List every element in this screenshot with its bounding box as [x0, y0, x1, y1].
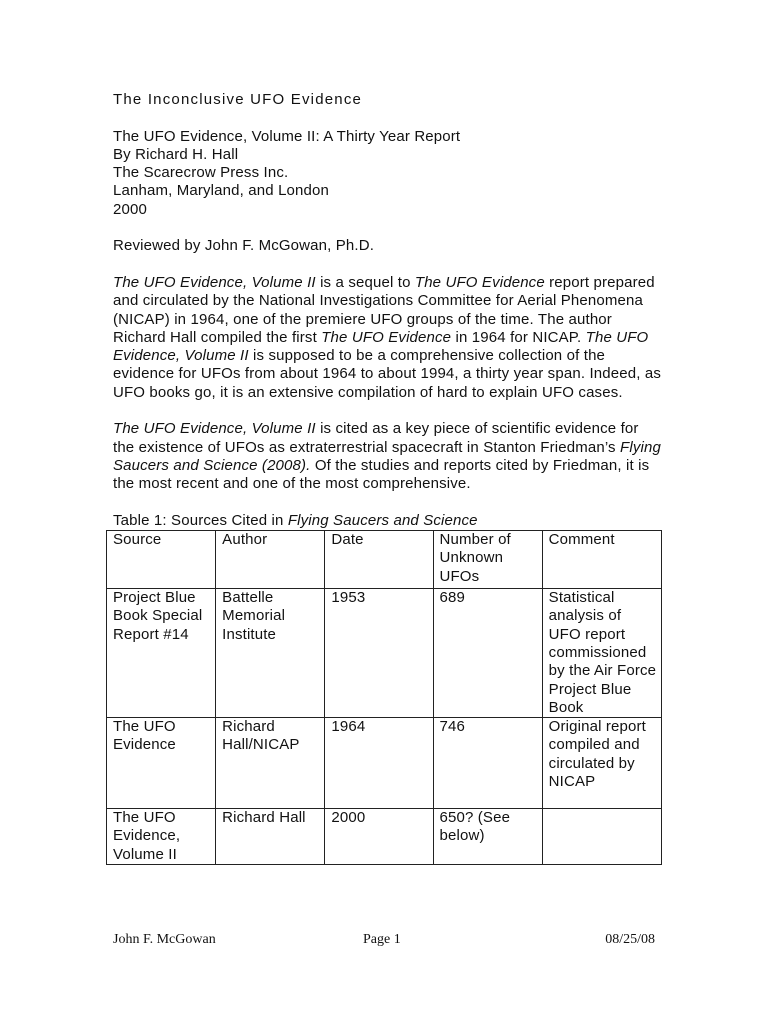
paragraph-1: The UFO Evidence, Volume II is a sequel to The UFO Evidence report prepared and circulated by the National Investigations Committee for Aerial Phenomena (NICAP) in 1964, one of the premiere UFO groups of the time. The author Richard Hall compiled the first The UFO Evidence in 1964 for NICAP. The UFO Evidence, Volume II is supposed to be a comprehensive collection of the evidence for UFOs from about 1964 to about 1994, a thirty year span. Indeed, as UFO books go, it is an extensive compilation of hard to explain UFO cases. [113, 273, 662, 401]
document-body [113, 91, 661, 865]
book-year: 2000 [113, 200, 147, 218]
cell-source: The UFO Evidence, Volume II [107, 809, 216, 865]
book-title: The UFO Evidence, Volume II: A Thirty Year Report [113, 127, 461, 145]
cell-date: 2000 [325, 809, 433, 865]
footer-author: John F. McGowan [113, 932, 216, 947]
header-source: Source [107, 531, 216, 589]
header-date: Date [325, 531, 433, 589]
footer-page-number: Page 1 [363, 932, 401, 947]
page-footer [113, 932, 655, 952]
book-author: By Richard H. Hall [113, 145, 239, 163]
cell-author: Richard Hall/NICAP [216, 718, 325, 809]
paragraph-2: The UFO Evidence, Volume II is cited as a key piece of scientific evidence for the existence of UFOs as extraterrestrial spacecraft in Stanton Friedman’s Flying Saucers and Science (2008). Of the studies and reports cited by Friedman, it is the most recent and one of the most comprehensive. [113, 420, 661, 493]
cell-comment [542, 809, 661, 865]
table-row [107, 718, 662, 809]
cell-comment: Statistical analysis of UFO report commissioned by the Air Force Project Blue Book [542, 589, 661, 718]
book-location: Lanham, Maryland, and London [113, 182, 330, 200]
cell-date: 1953 [325, 589, 433, 718]
header-comment: Comment [542, 531, 661, 589]
cell-unknown-ufos: 650? (See below) [433, 809, 542, 865]
book-publisher: The Scarecrow Press Inc. [113, 164, 289, 182]
cell-unknown-ufos: 746 [433, 718, 542, 809]
header-unknown-ufos: Number of Unknown UFOs [433, 531, 542, 589]
sources-table [106, 530, 662, 865]
cell-source: The UFO Evidence [107, 718, 216, 809]
header-author: Author [216, 531, 325, 589]
footer-date: 08/25/08 [605, 932, 655, 947]
cell-author: Battelle Memorial Institute [216, 589, 325, 718]
cell-unknown-ufos: 689 [433, 589, 542, 718]
cell-comment: Original report compiled and circulated by NICAP [542, 718, 661, 809]
reviewer-line: Reviewed by John F. McGowan, Ph.D. [113, 237, 375, 255]
table-caption: Table 1: Sources Cited in Flying Saucers and Science [113, 511, 478, 529]
table-row [107, 589, 662, 718]
document-title: The Inconclusive UFO Evidence [113, 91, 363, 108]
cell-source: Project Blue Book Special Report #14 [107, 589, 216, 718]
cell-author: Richard Hall [216, 809, 325, 865]
table-header-row [107, 531, 662, 589]
table-row [107, 809, 662, 865]
cell-date: 1964 [325, 718, 433, 809]
